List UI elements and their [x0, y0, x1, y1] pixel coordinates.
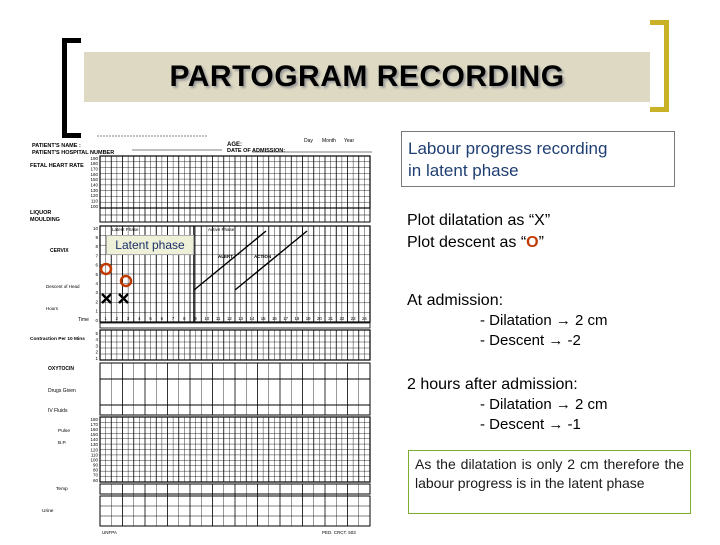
dilatation-marker-1 [102, 294, 111, 303]
contraction-tick-label: 5 [95, 330, 98, 336]
pulse-tick-label: 70 [92, 472, 98, 478]
callout-line-2: in latent phase [408, 161, 519, 180]
hour-tick-label: 21 [328, 316, 334, 321]
cervix-tick-label: 7 [95, 253, 98, 259]
cervix-tick-label: 2 [95, 299, 98, 305]
year-label: Year [344, 138, 355, 144]
hour-tick-label: 12 [226, 316, 232, 321]
contraction-tick-label: 2 [95, 349, 98, 355]
fhr-tick-label: 190 [90, 155, 98, 161]
pulse-tick-label: 120 [90, 447, 98, 453]
after-admission-label: 2 hours after admission: [407, 376, 578, 393]
pulse-tick-label: 170 [90, 421, 98, 427]
plot-descent-symbol: O [526, 234, 539, 251]
date-admission-label: DATE OF ADMISSION: [227, 148, 286, 154]
contraction-ticks [95, 331, 98, 361]
pulse-tick-label: 150 [90, 432, 98, 438]
hospital-number-label: PATIENT'S HOSPITAL NUMBER [32, 150, 115, 156]
iv-fluids-label: IV Fluids [48, 408, 68, 414]
hour-tick-label: 22 [339, 316, 345, 321]
bp-label: B.P. [58, 441, 67, 446]
latent-phase-label: Latent phase [106, 235, 194, 255]
cervix-label: CERVIX [50, 248, 69, 254]
hours-label: Hours [46, 306, 59, 311]
pulse-grid [100, 417, 370, 482]
pulse-tick-label: 60 [92, 477, 98, 483]
callout-box [401, 131, 675, 187]
left-bracket-decoration [62, 38, 81, 138]
pulse-tick-label: 100 [90, 457, 98, 463]
hour-ticks [104, 316, 367, 321]
slide-title: PARTOGRAM RECORDING [169, 60, 565, 93]
hour-tick-label: 8 [183, 316, 186, 321]
hour-tick-label: 11 [215, 316, 221, 321]
cervix-tick-label: 0 [95, 317, 98, 323]
hour-tick-label: 23 [350, 316, 356, 321]
partogram-chart [22, 130, 382, 540]
hour-tick-label: 3 [126, 316, 130, 321]
contraction-tick-label: 4 [95, 337, 98, 343]
callout-line-1: Labour progress recording [408, 139, 608, 158]
plot-descent-suffix: ” [538, 234, 544, 251]
time-label: Time [78, 317, 89, 323]
fhr-tick-label: 180 [90, 161, 98, 167]
cervix-tick-label: 3 [95, 290, 98, 296]
after-descent: - Descent → -1 [480, 416, 581, 433]
admission-dilatation: - Dilatation → 2 cm [480, 312, 608, 329]
pulse-ticks [90, 417, 98, 483]
dilatation-marker-2 [119, 294, 128, 303]
footer-left: UNFPA [102, 530, 117, 535]
conclusion-note: As the dilatation is only 2 cm therefore the labour progress is in the latent phase [408, 450, 691, 514]
pulse-label: Pulse [58, 429, 70, 434]
cervix-tick-label: 9 [95, 235, 98, 240]
fhr-tick-label: 150 [90, 177, 98, 183]
hour-tick-label: 10 [204, 316, 210, 321]
hour-tick-label: 18 [294, 316, 300, 321]
liquor-label: LIQUOR [30, 210, 52, 216]
cervix-ticks [93, 226, 99, 323]
cervix-tick-label: 1 [95, 308, 98, 314]
plot-descent-text [407, 234, 544, 252]
hour-tick-label: 20 [316, 316, 322, 321]
hour-tick-label: 1 [104, 316, 107, 321]
partogram-form [22, 130, 382, 540]
hour-tick-label: 19 [305, 316, 311, 321]
hour-tick-label: 7 [171, 316, 175, 321]
cervix-tick-label: 6 [95, 262, 98, 268]
pulse-tick-label: 180 [90, 416, 98, 422]
hour-tick-label: 4 [138, 316, 141, 321]
temp-label: Temp [56, 487, 68, 492]
pulse-tick-label: 160 [90, 426, 98, 432]
pulse-tick-label: 90 [92, 462, 98, 468]
pulse-tick-label: 110 [90, 452, 98, 458]
month-label: Month [322, 138, 336, 144]
action-line-label: ACTION [254, 254, 272, 259]
plot-descent-prefix: Plot descent as “ [407, 234, 527, 251]
pulse-tick-label: 80 [92, 467, 98, 473]
contraction-label: Contraction Per 10 Mins [30, 337, 85, 342]
pulse-tick-label: 130 [90, 442, 98, 448]
footer-right: PED. CRCT. 503 [322, 530, 356, 535]
descent-marker-1 [101, 264, 111, 274]
fhr-tick-label: 160 [90, 171, 98, 177]
fhr-tick-label: 130 [90, 187, 98, 193]
cervix-tick-label: 8 [95, 244, 98, 250]
fhr-tick-label: 140 [90, 182, 98, 188]
hour-tick-label: 9 [194, 316, 197, 321]
hour-tick-label: 2 [115, 316, 119, 321]
hour-tick-label: 14 [249, 316, 255, 321]
contraction-grid [100, 330, 370, 360]
descent-head-label: Descent of Head [46, 284, 80, 289]
fhr-grid [100, 156, 370, 208]
cervix-tick-label: 4 [95, 281, 98, 286]
fhr-ticks [90, 156, 98, 209]
patient-name-label: PATIENT'S NAME : [32, 143, 81, 149]
cervix-tick-label: 10 [92, 225, 98, 231]
after-dilatation: - Dilatation → 2 cm [480, 396, 608, 413]
age-label: AGE: [227, 142, 242, 148]
latent-phase-header: Latent Phase [112, 227, 139, 232]
hour-tick-label: 5 [149, 316, 152, 321]
moulding-label: MOULDING [30, 217, 60, 223]
right-bracket-decoration [650, 20, 669, 112]
fhr-tick-label: 120 [90, 193, 98, 199]
oxytocin-label: OXYTOCIN [48, 366, 75, 372]
alert-line-label: ALERT [218, 254, 233, 259]
fhr-tick-label: 170 [90, 166, 98, 172]
plot-dilatation-text: Plot dilatation as “X” [407, 212, 551, 229]
fhr-label: FETAL HEART RATE [30, 163, 84, 169]
contraction-tick-label: 3 [95, 343, 98, 349]
hour-tick-label: 16 [271, 316, 277, 321]
admission-label: At admission: [407, 292, 504, 309]
contraction-tick-label: 1 [95, 355, 98, 361]
hour-tick-label: 15 [260, 316, 266, 321]
urine-label: Urine [42, 509, 54, 514]
drugs-label: Drugs Given [48, 388, 76, 394]
pulse-tick-label: 140 [90, 437, 98, 443]
hour-tick-label: 17 [283, 316, 289, 321]
fhr-tick-label: 110 [90, 198, 98, 204]
hour-tick-label: 13 [238, 316, 244, 321]
admission-descent: - Descent → -2 [480, 332, 581, 349]
day-label: Day [304, 138, 313, 144]
hour-tick-label: 24 [361, 316, 367, 321]
cervix-tick-label: 5 [95, 271, 98, 277]
fhr-tick-label: 100 [90, 203, 98, 209]
active-phase-header: Active Phase [208, 227, 235, 232]
hour-tick-label: 6 [160, 316, 164, 321]
